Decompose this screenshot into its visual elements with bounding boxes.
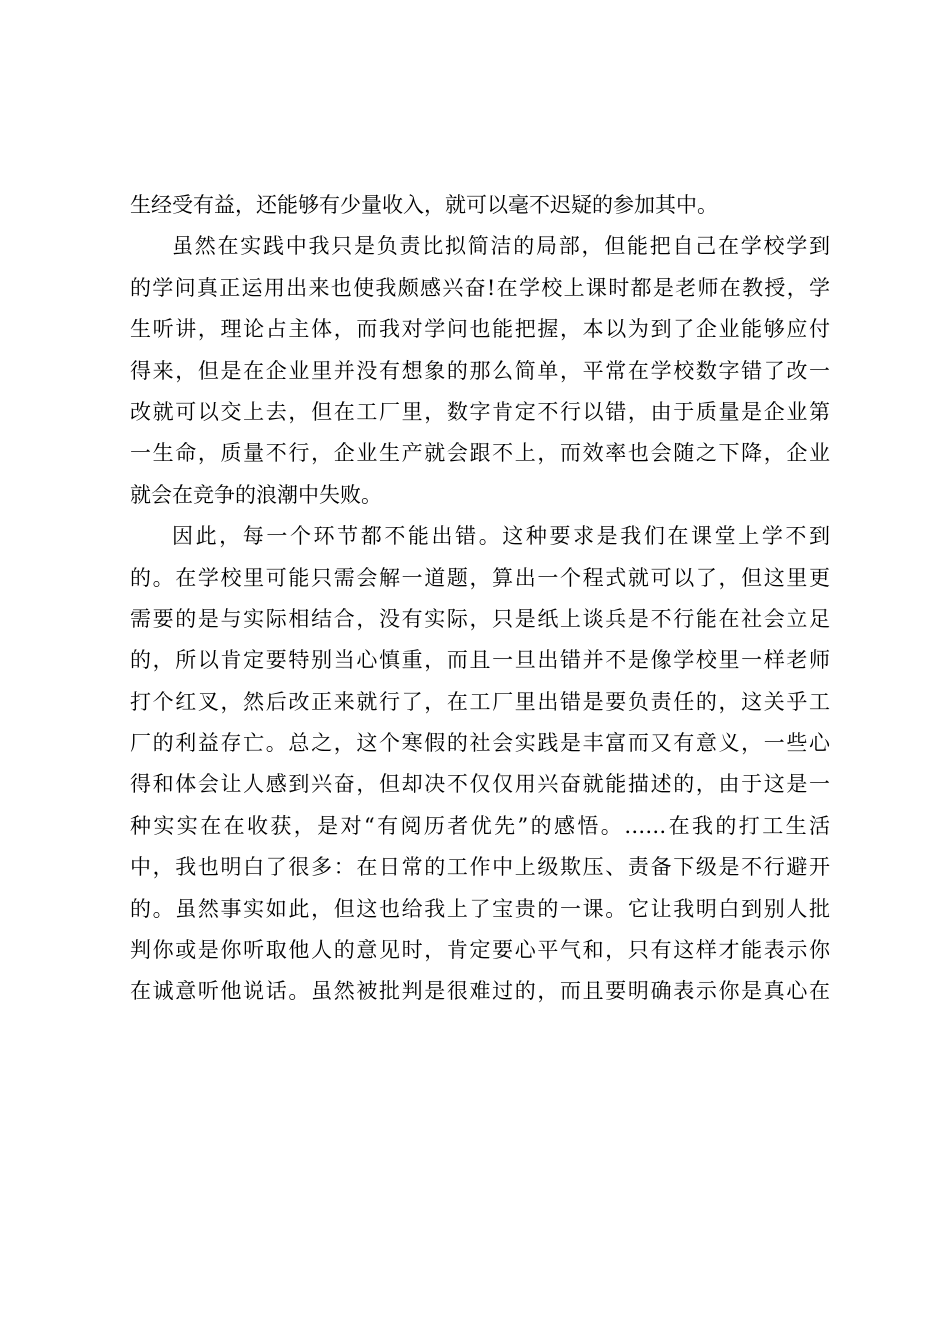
text-line: 虽然在实践中我只是负责比拟简洁的局部，但能把自己在学校学到 xyxy=(172,234,830,259)
text-line: 种实实在在收获，是对“有阅历者优先”的感悟。……在我的打工生活 xyxy=(130,813,830,838)
text-line: 中，我也明白了很多：在日常的工作中上级欺压、责备下级是不行避开 xyxy=(130,855,830,880)
text-line: 生听讲，理论占主体，而我对学问也能把握，本以为到了企业能够应付 xyxy=(130,317,830,342)
text-line: 因此，每一个环节都不能出错。这种要求是我们在课堂上学不到 xyxy=(172,524,830,549)
text-line: 在诚意听他说话。虽然被批判是很难过的，而且要明确表示你是真心在 xyxy=(130,979,830,1004)
text-line: 改就可以交上去，但在工厂里，数字肯定不行以错，由于质量是企业第 xyxy=(130,399,830,424)
text-line: 的，所以肯定要特别当心慎重，而且一旦出错并不是像学校里一样老师 xyxy=(130,648,830,673)
text-line: 的。虽然事实如此，但这也给我上了宝贵的一课。它让我明白到别人批 xyxy=(130,896,830,921)
body-text xyxy=(130,185,830,1013)
text-line: 得来，但是在企业里并没有想象的那么简单，平常在学校数字错了改一 xyxy=(130,358,830,383)
text-line: 的学问真正运用出来也使我颇感兴奋!在学校上课时都是老师在教授，学 xyxy=(130,275,830,300)
text-line: 一生命，质量不行，企业生产就会跟不上，而效率也会随之下降，企业 xyxy=(130,441,830,466)
text-line: 的。在学校里可能只需会解一道题，算出一个程式就可以了，但这里更 xyxy=(130,565,830,590)
text-line: 需要的是与实际相结合，没有实际，只是纸上谈兵是不行能在社会立足 xyxy=(130,606,830,631)
text-line: 得和体会让人感到兴奋，但却决不仅仅用兴奋就能描述的，由于这是一 xyxy=(130,772,830,797)
text-line: 就会在竞争的浪潮中失败。 xyxy=(130,482,382,507)
text-line: 判你或是你听取他人的意见时，肯定要心平气和，只有这样才能表示你 xyxy=(130,938,830,963)
text-line: 厂的利益存亡。总之，这个寒假的社会实践是丰富而又有意义，一些心 xyxy=(130,731,830,756)
text-line: 生经受有益，还能够有少量收入，就可以毫不迟疑的参加其中。 xyxy=(130,193,718,217)
text-line: 打个红叉，然后改正来就行了，在工厂里出错是要负责任的，这关乎工 xyxy=(130,689,830,714)
